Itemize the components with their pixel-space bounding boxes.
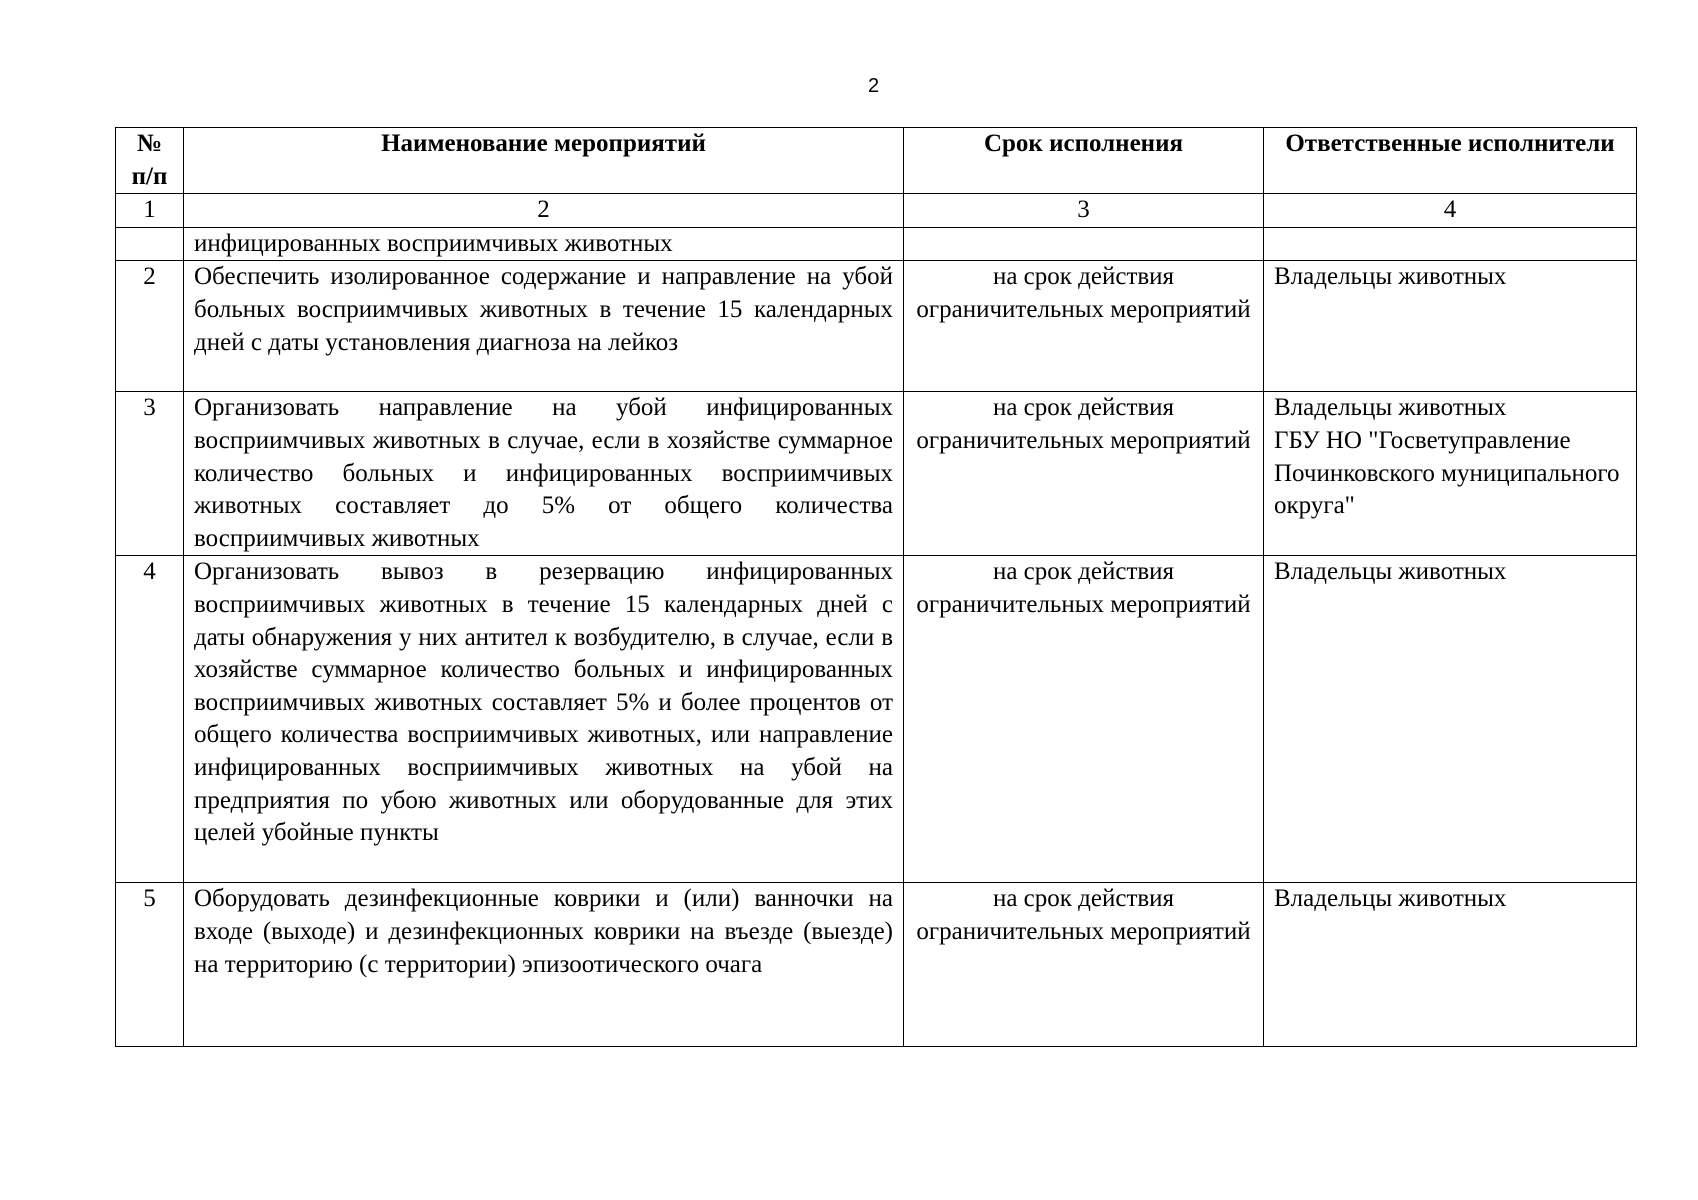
column-number: 1 bbox=[116, 194, 184, 228]
measure-term: на срок действия ограничительных мероприятий bbox=[904, 392, 1264, 556]
column-number-row bbox=[116, 194, 1637, 228]
table-row bbox=[116, 392, 1637, 556]
header-term: Срок исполнения bbox=[904, 128, 1264, 194]
responsible-line: Владельцы животных bbox=[1274, 885, 1507, 913]
responsible-line: Владельцы животных bbox=[1274, 394, 1507, 422]
continuation-row bbox=[116, 227, 1637, 261]
page-number: 2 bbox=[867, 75, 880, 97]
column-number: 2 bbox=[184, 194, 904, 228]
measure-name: Организовать направление на убой инфицированных восприимчивых животных в случае, если в хозяйстве суммарное количество больных и инфицированных восприимчивых животных составляет до 5% от общего количества восприимчивых животных bbox=[184, 392, 904, 556]
measure-term: на срок действия ограничительных мероприятий bbox=[904, 883, 1264, 1047]
table-row bbox=[116, 261, 1637, 392]
header-name: Наименование мероприятий bbox=[184, 128, 904, 194]
header-responsible: Ответственные исполнители bbox=[1264, 128, 1637, 194]
responsible-line: Владельцы животных bbox=[1274, 558, 1507, 586]
measure-responsible bbox=[1264, 261, 1637, 392]
row-number: 4 bbox=[116, 556, 184, 883]
header-number: № п/п bbox=[116, 128, 184, 194]
measure-name: Обеспечить изолированное содержание и направление на убой больных восприимчивых животных в течение 15 календарных дней с даты установления диагноза на лейкоз bbox=[184, 261, 904, 392]
responsible-line: Владельцы животных bbox=[1274, 263, 1507, 291]
measure-responsible bbox=[1264, 392, 1637, 556]
measure-term: на срок действия ограничительных мероприятий bbox=[904, 261, 1264, 392]
table-cell bbox=[904, 227, 1264, 261]
measure-responsible bbox=[1264, 883, 1637, 1047]
row-number: 2 bbox=[116, 261, 184, 392]
column-number: 4 bbox=[1264, 194, 1637, 228]
measure-name: Оборудовать дезинфекционные коврики и (или) ванночки на входе (выходе) и дезинфекционных коврики на въезде (выезде) на территорию (с территории) эпизоотического очага bbox=[184, 883, 904, 1047]
table-row bbox=[116, 883, 1637, 1047]
column-number: 3 bbox=[904, 194, 1264, 228]
row-number: 5 bbox=[116, 883, 184, 1047]
responsible-line: ГБУ НО "Госветуправление Починковского муниципального округа" bbox=[1274, 426, 1620, 520]
measure-responsible bbox=[1264, 556, 1637, 883]
table-cell bbox=[116, 227, 184, 261]
table-cell bbox=[1264, 227, 1637, 261]
measure-name: Организовать вывоз в резервацию инфицированных восприимчивых животных в течение 15 календарных дней с даты обнаружения у них антител к возбудителю, в случае, если в хозяйстве суммарное количество больных и инфицированных восприимчивых животных составляет 5% и более процентов от общего количества восприимчивых животных, или направление инфицированных восприимчивых животных на убой на предприятия по убою животных или оборудованные для этих целей убойные пункты bbox=[184, 556, 904, 883]
measures-table bbox=[115, 127, 1637, 1047]
header-row bbox=[116, 128, 1637, 194]
continuation-text: инфицированных восприимчивых животных bbox=[184, 227, 904, 261]
row-number: 3 bbox=[116, 392, 184, 556]
measure-term: на срок действия ограничительных мероприятий bbox=[904, 556, 1264, 883]
table-row bbox=[116, 556, 1637, 883]
